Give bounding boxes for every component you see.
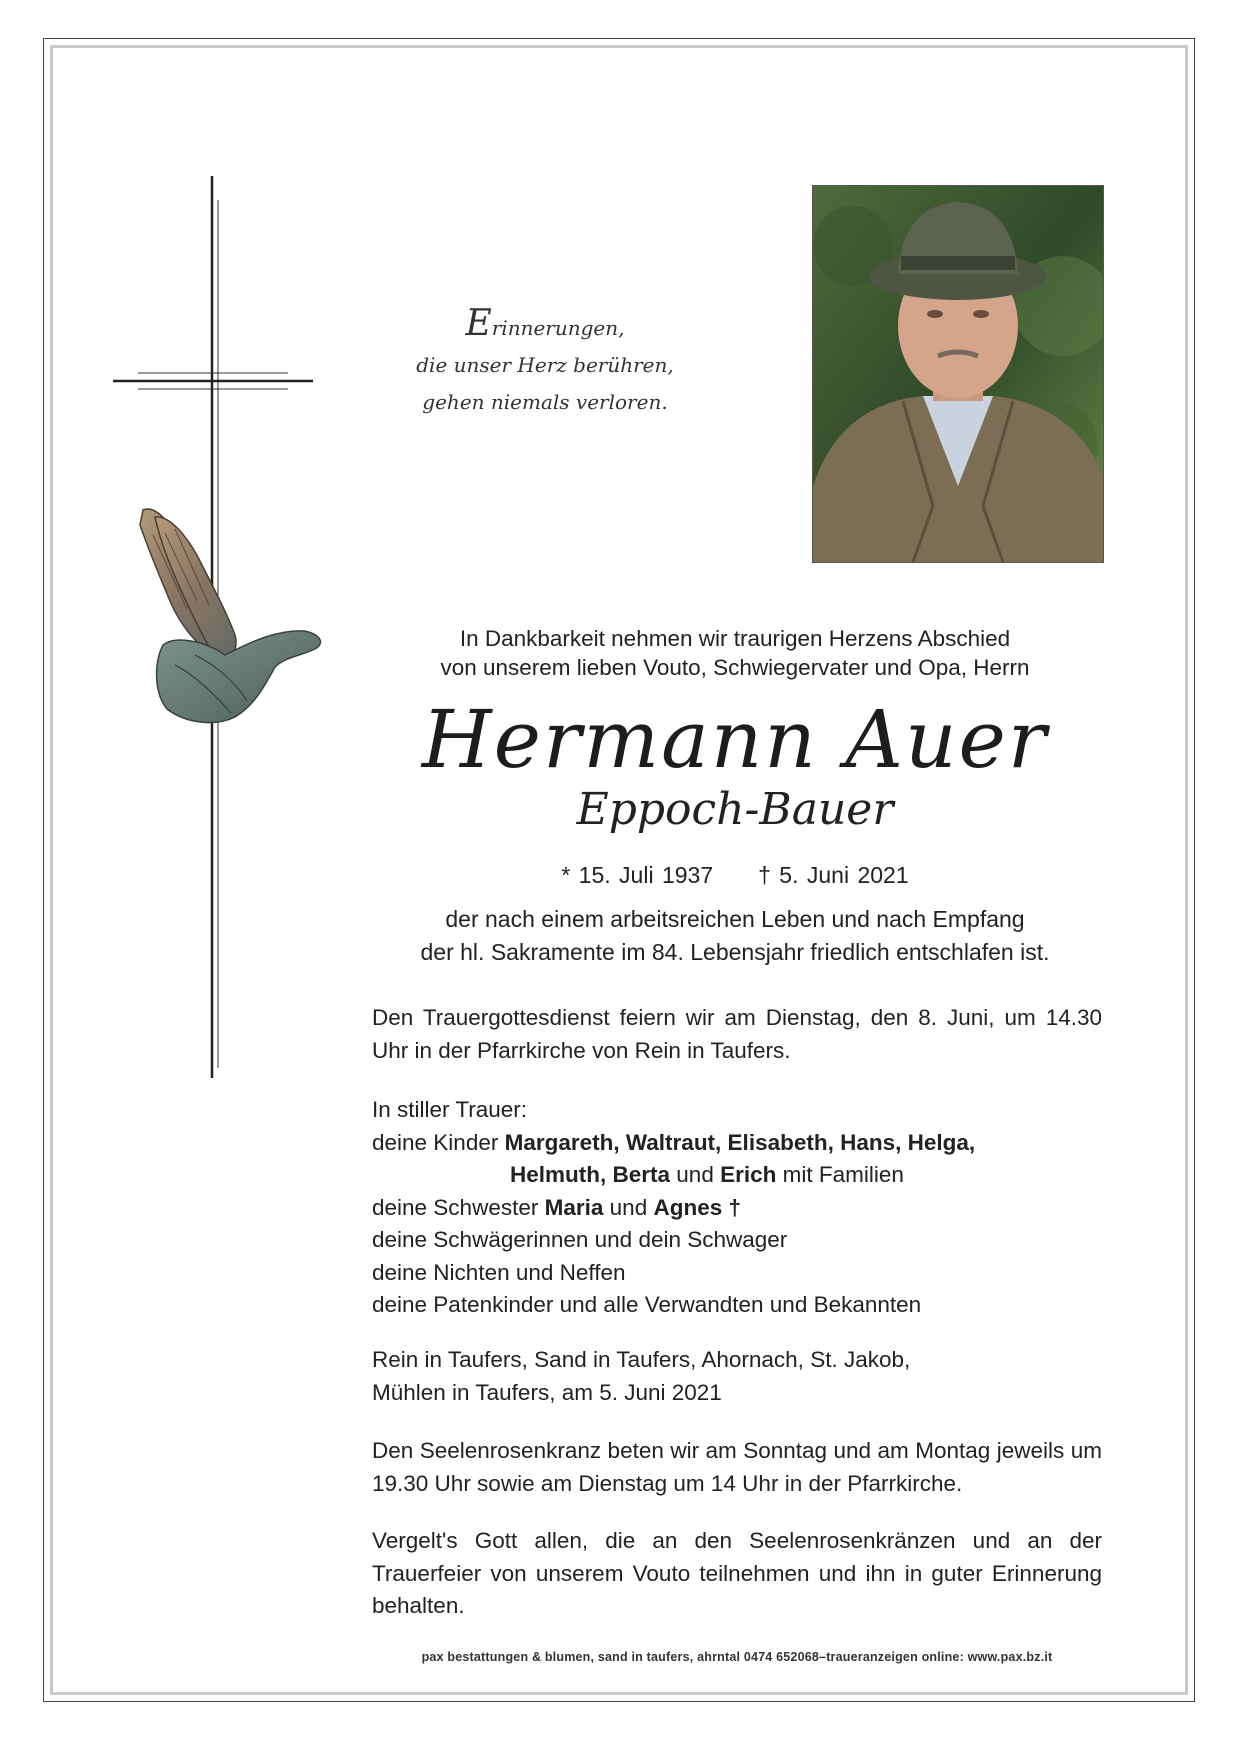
funeral-paragraph: Den Trauergottesdienst feiern wir am Dienstag, den 8. Juni, um 14.30 Uhr in der Pfarrkirche von Rein in Taufers. (372, 1005, 1102, 1063)
sisters-and: und (609, 1194, 648, 1220)
memorial-quote (380, 305, 710, 421)
death-text (370, 903, 1100, 969)
mourners-children-cont (372, 1159, 1102, 1192)
sister-1: Maria (544, 1194, 604, 1220)
quote-line2: die unser Herz berühren, (416, 353, 674, 377)
life-dates (370, 860, 1100, 890)
children-suffix: mit Familien (782, 1162, 904, 1187)
birth-date: * 15. Juli 1937 (561, 862, 714, 888)
portrait-photo (812, 185, 1104, 563)
footer-credits: pax bestattungen & blumen, sand in taufers, ahrntal 0474 652068–traueranzeigen online: www.pax.bz.it (421, 1650, 1053, 1664)
quote-initial: E (465, 303, 492, 344)
children-and: und (676, 1162, 714, 1187)
quote-line1: rinnerungen, (491, 316, 625, 340)
death-text-line2: der hl. Sakramente im 84. Lebensjahr friedlich entschlafen ist. (420, 939, 1050, 965)
place-date (372, 1344, 1102, 1409)
children-last: Erich (720, 1162, 777, 1187)
mourners-children (372, 1127, 1102, 1160)
mourners-sisters (372, 1192, 1102, 1225)
deceased-name: Hermann Auer (421, 693, 1049, 786)
mourners-list (372, 1094, 1102, 1322)
mourners-nieces: deine Nichten und Neffen (372, 1259, 626, 1285)
deceased-nickname: Eppoch-Bauer (576, 784, 894, 835)
intro-line1: In Dankbarkeit nehmen wir traurigen Herzens Abschied (459, 626, 1011, 651)
quote-line3: gehen niemals verloren. (422, 390, 668, 414)
thanks-paragraph: Vergelt's Gott allen, die an den Seelenrosenkränzen und an der Trauerfeier von unserem Vouto teilnehmen und ihn in guter Erinnerung behalten. (372, 1528, 1102, 1618)
death-text-line1: der nach einem arbeitsreichen Leben und nach Empfang (445, 906, 1025, 932)
sisters-prefix: deine Schwester (372, 1194, 539, 1220)
place-date-line1: Rein in Taufers, Sand in Taufers, Ahornach, St. Jakob, (372, 1347, 911, 1372)
intro-text (370, 624, 1100, 682)
children-prefix: deine Kinder (372, 1129, 499, 1155)
death-date: † 5. Juni 2021 (758, 862, 909, 888)
mourners-heading: In stiller Trauer: (372, 1097, 528, 1122)
place-date-line2: Mühlen in Taufers, am 5. Juni 2021 (372, 1379, 722, 1405)
children-names: Margareth, Waltraut, Elisabeth, Hans, Helga, (504, 1129, 976, 1155)
praying-hands-icon (135, 505, 325, 730)
rosary-paragraph: Den Seelenrosenkranz beten wir am Sonntag und am Montag jeweils um 19.30 Uhr sowie am Dienstag um 14 Uhr in der Pfarrkirche. (372, 1438, 1102, 1496)
intro-line2: von unserem lieben Vouto, Schwiegervater und Opa, Herrn (440, 655, 1030, 680)
mourners-inlaws: deine Schwägerinnen und dein Schwager (372, 1227, 788, 1252)
children-names-2: Helmuth, Berta (510, 1162, 671, 1187)
mourners-godchildren: deine Patenkinder und alle Verwandten und Bekannten (372, 1292, 922, 1317)
sister-2: Agnes † (653, 1194, 742, 1220)
